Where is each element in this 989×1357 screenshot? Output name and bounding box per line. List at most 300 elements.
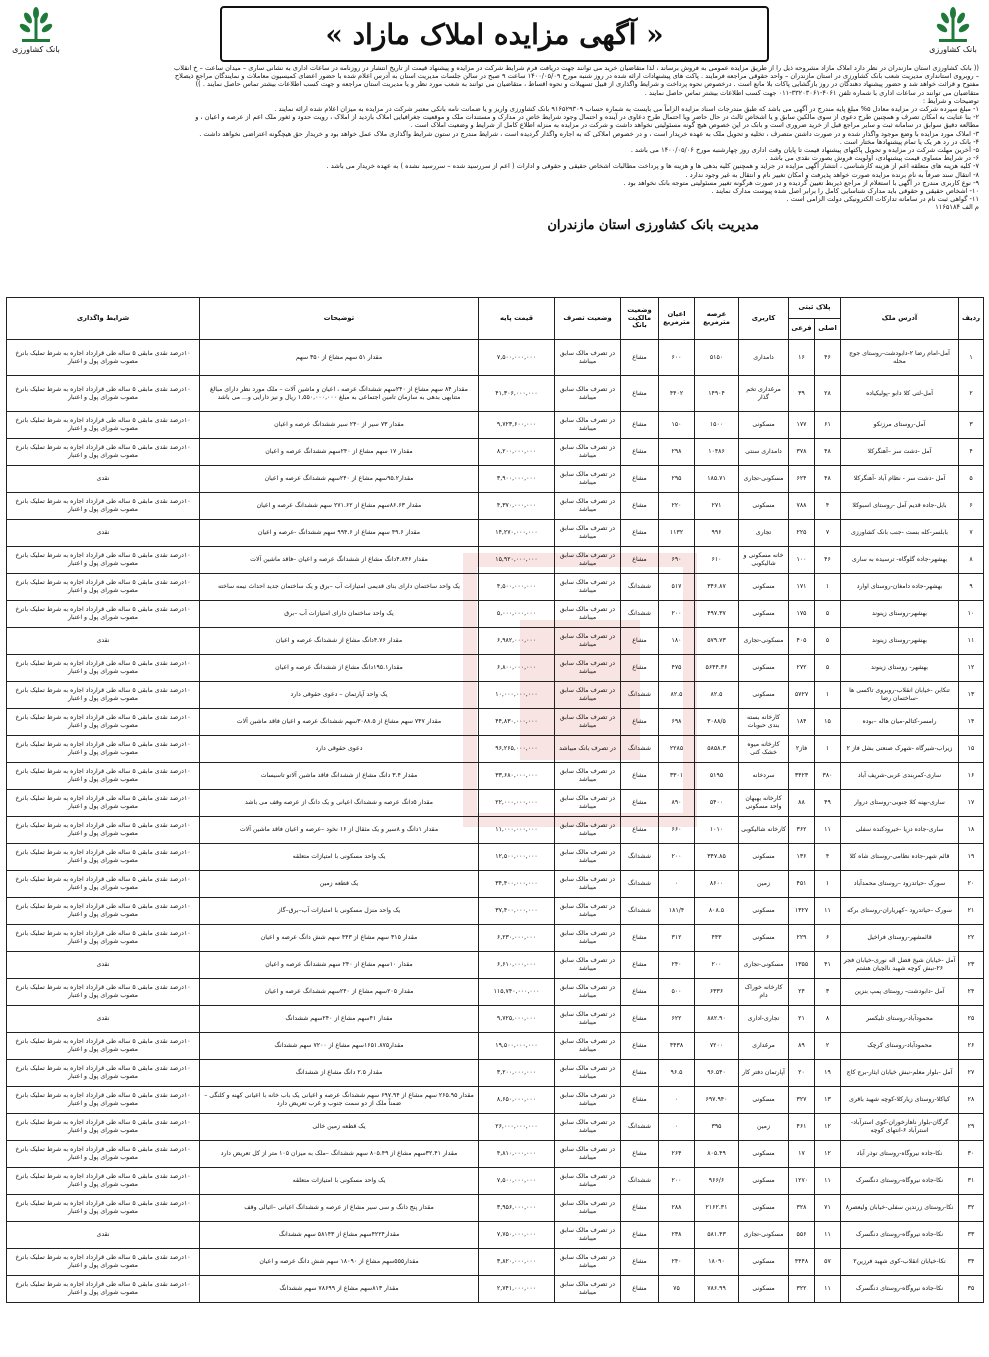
cell-area: ۸۸۲.۹۰ (695, 1006, 739, 1033)
cell-address: سورک -حیاتدرود –کهریاران-روستای برکه (841, 898, 959, 925)
cell-plaque-sub: ۲۴ (789, 979, 815, 1006)
cell-terms: ۱۰درصد نقدی مابقی ۵ ساله طی قرارداد اجاره به شرط تملیک بانرخ مصوب شورای پول و اعتبار (7, 736, 200, 763)
cell-area: ۶۳۳۶ (695, 979, 739, 1006)
cell-address: ساری-بهنه کلا جنوبی-روستای دروار (841, 790, 959, 817)
cell-address: رامسر-کتالم-میان هاله –بوده (841, 709, 959, 736)
cell-base-price: ۱۴,۲۷۰,۰۰۰,۰۰۰ (479, 520, 555, 547)
cell-base-price: ۸,۲۰۰,۰۰۰,۰۰۰ (479, 439, 555, 466)
cell-area: ۱۵۰۰ (695, 412, 739, 439)
cell-row-number: ۱۹ (959, 844, 984, 871)
cell-area: ۴۹۷.۳۷ (695, 601, 739, 628)
cell-plaque-main: ۱۱ (815, 898, 841, 925)
cell-plaque-sub: ۳۶۲ (789, 817, 815, 844)
cell-plaque-sub: ۳۲۸ (789, 1195, 815, 1222)
cell-base-price: ۱۹,۵۰۰,۰۰۰,۰۰۰ (479, 1033, 555, 1060)
cell-base-price: ۴۴,۸۳۰,۰۰۰,۰۰۰ (479, 709, 555, 736)
cell-base-price: ۶,۹۸۲,۰۰۰,۰۰۰ (479, 628, 555, 655)
notice-paragraph: ۲- بنا عنایت به امکان تصرف و همچنین طرح دعوی از سوی مالکین سابق و یا اشخاص ثالث در حال حاضر ویا احتمال طرح دعاوی در آینده و احتمال وجود شرایط خاص در مدارک و مستندات ملک و موقعیت جغرافیایی املاک بازدید از املاک ، رویت حدود و ثغور ملک اعم از عرصه و اعیان ، و (195, 113, 979, 122)
cell-building: ۲۸۸ (659, 1195, 695, 1222)
cell-base-price: ۱۰,۰۰۰,۰۰۰,۰۰۰ (479, 682, 555, 709)
cell-usage: دامداری (739, 340, 789, 376)
cell-plaque-sub: ۴۵۱ (789, 871, 815, 898)
cell-area: ۹۶۶/۶ (695, 1168, 739, 1195)
cell-building: ۴۴۳۸ (659, 1033, 695, 1060)
cell-plaque-main: ۷۱ (815, 1195, 841, 1222)
table-row (7, 1141, 984, 1168)
cell-area: ۶۱۰ (695, 547, 739, 574)
cell-base-price: ۷,۵۰۰,۰۰۰,۰۰۰ (479, 340, 555, 376)
cell-base-price: ۷,۵۰۰,۰۰۰,۰۰۰ (479, 1168, 555, 1195)
cell-usage: مسکونی (739, 844, 789, 871)
cell-plaque-sub: ۶۲۴ (789, 466, 815, 493)
cell-plaque-sub: ۱۸۴ (789, 709, 815, 736)
cell-occupancy: در تصرف مالک سابق میباشد (555, 1114, 621, 1141)
cell-area: ۴۴۳ (695, 925, 739, 952)
cell-plaque-main: ۴۶ (815, 547, 841, 574)
cell-area: ۵۸۵۸.۳ (695, 736, 739, 763)
cell-plaque-sub: ۲۰ (789, 1060, 815, 1087)
table-row (7, 466, 984, 493)
table-row (7, 574, 984, 601)
table-header (7, 298, 984, 340)
cell-building: ۲۴۰ (659, 1249, 695, 1276)
cell-address: آمل -دشت سر –آهنگرکلا (841, 439, 959, 466)
cell-building: ۲۹۵ (659, 466, 695, 493)
cell-usage: مرغداری تخم گذار (739, 376, 789, 412)
cell-plaque-main: ۴ (815, 493, 841, 520)
cell-area: ۶۹۷.۹۴۰ (695, 1087, 739, 1114)
cell-occupancy: در تصرف مالک سابق میباشد (555, 1060, 621, 1087)
cell-terms: ۱۰درصد نقدی مابقی ۵ ساله طی قرارداد اجاره به شرط تملیک بانرخ مصوب شورای پول و اعتبار (7, 601, 200, 628)
cell-description: مقدار۱۹۵.۱دانگ مشاع از ششدانگ عرصه و اعیان (200, 655, 479, 682)
cell-terms: ۱۰درصد نقدی مابقی ۵ ساله طی قرارداد اجاره به شرط تملیک بانرخ مصوب شورای پول و اعتبار (7, 1033, 200, 1060)
notice-paragraph: – روبروی استانداری مدیریت شعب بانک کشاورزی در استان مازندران – واحد حقوقی مراجعه فرمایند . پاکت های پیشنهادات ارائه شده در روز شنبه مورخ ۱۴۰۰/۰۵/۰۹ ساعت ۹ صبح در سالن جلسات مدیریت استان به آدرس اعلام شده با حضور اعضای کمیسیون معاملات و نمایندگان مراجع ذیصلاح (174, 72, 979, 81)
cell-plaque-sub: ۱۲۷۰ (789, 1168, 815, 1195)
cell-row-number: ۱۲ (959, 655, 984, 682)
cell-usage: دامداری سنتی (739, 439, 789, 466)
notice-paragraph: ۴- بانک در رد هر یک یا تمام پیشنهادها مختار است . (839, 137, 979, 146)
cell-plaque-sub: ۱۷۷ (789, 412, 815, 439)
cell-plaque-main: ۲ (815, 1033, 841, 1060)
cell-building: ۲۶۴ (659, 1141, 695, 1168)
cell-row-number: ۲۳ (959, 952, 984, 979)
cell-usage: مسکونی-تجاری (739, 628, 789, 655)
cell-row-number: ۷ (959, 520, 984, 547)
cell-row-number: ۳۳ (959, 1222, 984, 1249)
cell-terms: ۱۰درصد نقدی مابقی ۵ ساله طی قرارداد اجاره به شرط تملیک بانرخ مصوب شورای پول و اعتبار (7, 439, 200, 466)
cell-usage: مسکونی (739, 682, 789, 709)
cell-plaque-main: ۵ (815, 601, 841, 628)
notice-paragraph: (( بانک کشاورزی استان مازندران در نظر دارد املاک مازاد مشروحه ذیل را از طریق مزایده عمومی به فروش برساند ، لذا متقاضیان خرید می توانند جهت دریافت فرم شرایط شرکت در مزایده و پیشنهاد قیمت از تاریخ انتشار در روزنامه در ساعات اداری به نشانی ساری – میدان ساعت – خ انقلاب (174, 64, 979, 72)
cell-base-price: ۲۶,۰۰۰,۰۰۰,۰۰۰ (479, 1114, 555, 1141)
cell-address: نکا-جاده نیروگاه-روستای نوذر آباد (841, 1141, 959, 1168)
cell-occupancy: در تصرف مالک سابق میباشد (555, 601, 621, 628)
cell-row-number: ۱۷ (959, 790, 984, 817)
cell-row-number: ۸ (959, 547, 984, 574)
cell-base-price: ۲,۷۴۱,۰۰۰,۰۰۰ (479, 1276, 555, 1303)
cell-plaque-main: ۱ (815, 871, 841, 898)
table-row (7, 952, 984, 979)
cell-row-number: ۱۸ (959, 817, 984, 844)
cell-terms: ۱۰درصد نقدی مابقی ۵ ساله طی قرارداد اجاره به شرط تملیک بانرخ مصوب شورای پول و اعتبار (7, 871, 200, 898)
cell-address: سورک -حیاتدرود –روستای محمدآباد (841, 871, 959, 898)
cell-plaque-main: ۱ (815, 574, 841, 601)
cell-address: محمودآباد-روستای کرچک (841, 1033, 959, 1060)
cell-terms: ۱۰درصد نقدی مابقی ۵ ساله طی قرارداد اجاره به شرط تملیک بانرخ مصوب شورای پول و اعتبار (7, 1195, 200, 1222)
cell-building: ۰ (659, 1114, 695, 1141)
cell-occupancy: در تصرف مالک سابق میباشد (555, 1141, 621, 1168)
cell-occupancy: در تصرف مالک سابق میباشد (555, 1168, 621, 1195)
notice-paragraph: ۶- در شرایط مساوی قیمت پیشنهادی، اولویت فروش بصورت نقدی می باشد . (765, 154, 979, 163)
cell-base-price: ۳۳,۶۸۰,۰۰۰,۰۰۰ (479, 763, 555, 790)
cell-occupancy: در تصرف مالک سابق میباشد (555, 1087, 621, 1114)
cell-building: ۶۰۰ (659, 340, 695, 376)
cell-row-number: ۵ (959, 466, 984, 493)
cell-address: محمودآباد-روستای تلیکسر (841, 1006, 959, 1033)
col-usage: کاربری (739, 298, 789, 340)
cell-terms: نقدی (7, 520, 200, 547)
notice-paragraph: ۵- آخرین مهلت شرکت در مزایده و تحویل پاکتهای پیشنهاد قیمت تا پایان وقت اداری روز چهارشنبه مورخ ۱۴۰۰/۰۵/۰۶ می باشد . (630, 146, 979, 155)
cell-terms: ۱۰درصد نقدی مابقی ۵ ساله طی قرارداد اجاره به شرط تملیک بانرخ مصوب شورای پول و اعتبار (7, 682, 200, 709)
cell-usage: مسکونی-تجاری (739, 466, 789, 493)
cell-building: ۲۲۸۵ (659, 736, 695, 763)
col-area: عرصه مترمربع (695, 298, 739, 340)
cell-plaque-sub: ۴۰۵ (789, 628, 815, 655)
cell-row-number: ۲۲ (959, 925, 984, 952)
cell-address: نکا-خیابان انقلاب-کوی شهید فرزین۲ (841, 1249, 959, 1276)
cell-plaque-main: ۱۱ (815, 1168, 841, 1195)
cell-building: ۶۹۸ (659, 709, 695, 736)
cell-description: مقدار ۸۶.۶۳سهم مشاع از ۲۷۱.۶۲ سهم ششدانگ عرصه و اعیان (200, 493, 479, 520)
cell-plaque-main: ۱۹ (815, 1060, 841, 1087)
cell-occupancy: در تصرف مالک سابق میباشد (555, 682, 621, 709)
cell-address: قائم شهر-جاده نظامی-روستای شاه کلا (841, 844, 959, 871)
cell-row-number: ۱۰ (959, 601, 984, 628)
cell-plaque-main: ۵۷ (815, 1249, 841, 1276)
cell-ownership: مشاع (621, 979, 659, 1006)
col-price: قیمت پایه (479, 298, 555, 340)
cell-ownership: ششدانگ (621, 574, 659, 601)
cell-terms: ۱۰درصد نقدی مابقی ۵ ساله طی قرارداد اجاره به شرط تملیک بانرخ مصوب شورای پول و اعتبار (7, 790, 200, 817)
issuer-signature: مدیریت بانک کشاورزی استان مازندران (547, 217, 759, 233)
cell-row-number: ۲۴ (959, 979, 984, 1006)
notice-header (0, 0, 989, 64)
cell-building: ۳۳۰۱ (659, 763, 695, 790)
cell-plaque-main: ۱۳ (815, 1087, 841, 1114)
notice-paragraph: ۸- انتقال سند صرفاً به نام برنده مزایده صورت خواهد پذیرفت و امکان تغییر نام و انتقال به غیر وجود ندارد . (685, 170, 979, 179)
cell-address: بهشهر-جاده دامغان-روستای اوارد (841, 574, 959, 601)
cell-ownership: مشاع (621, 952, 659, 979)
cell-area: ۸۲.۵ (695, 682, 739, 709)
cell-base-price: ۶,۲۳۰,۰۰۰,۰۰۰ (479, 925, 555, 952)
cell-description: مقدار ۲۶۵.۹۵ سهم مشاع از ۶۹۷.۹۴ سهم ششدانگ عرصه و اعیانی یک باب خانه با اعیانی کهنه و کلنگی –ضمناً ملک از دو سمت جنوب و غرب تعریض دارد (200, 1087, 479, 1114)
cell-terms: نقدی (7, 1222, 200, 1249)
cell-address: بهشهر-جاده گلوگاه- ترسیده به ساری (841, 547, 959, 574)
cell-description: مقدار ۸۴ سهم مشاع از ۲۴۰سهم ششدانگ عرصه ، اعیان و ماشین آلات – ملک مورد نظر دارای مبالغ متنابهی بدهی به سازمان تامین اجتماعی به مبلغ ۱,۵۵۰,۰۰۰,۰۰۰ ریال و نیز دارایی و... می باشد (200, 376, 479, 412)
cell-usage: کارخانه خوراک دام (739, 979, 789, 1006)
cell-plaque-sub: ۱۳۵۵ (789, 952, 815, 979)
cell-terms: ۱۰درصد نقدی مابقی ۵ ساله طی قرارداد اجاره به شرط تملیک بانرخ مصوب شورای پول و اعتبار (7, 1114, 200, 1141)
cell-building: ۶۹۰ (659, 547, 695, 574)
cell-description: مقدار۹۵.۲سهم مشاع از ۲۴۰سهم ششدانگ عرصه و اعیان (200, 466, 479, 493)
cell-address: بابلسر-کله بست -جنب بانک کشاورزی (841, 520, 959, 547)
cell-usage: مسکونی (739, 898, 789, 925)
cell-address: آمل -خیابان شیخ فضل اله نوری-خیابان فجر ۲۶-نبش کوچه شهید نالچیان هشتم (841, 952, 959, 979)
cell-description: مقدار ۷۳ سیر از ۲۴۰ سیر ششدانگ عرصه و اعیان (200, 412, 479, 439)
cell-terms: ۱۰درصد نقدی مابقی ۵ ساله طی قرارداد اجاره به شرط تملیک بانرخ مصوب شورای پول و اعتبار (7, 1276, 200, 1303)
cell-occupancy: در تصرف مالک سابق میباشد (555, 844, 621, 871)
cell-plaque-main: ۱۱ (815, 1222, 841, 1249)
cell-plaque-sub: ۸۹ (789, 1033, 815, 1060)
cell-plaque-sub: ۵۵۶ (789, 1222, 815, 1249)
cell-plaque-main: ۱۲ (815, 1114, 841, 1141)
cell-building: ۴۴۰۲ (659, 376, 695, 412)
cell-area: ۱۴۹۰۴ (695, 376, 739, 412)
cell-base-price: ۹,۷۲۳,۶۰۰,۰۰۰ (479, 412, 555, 439)
cell-plaque-main: ۱۲ (815, 1141, 841, 1168)
cell-description: مقدار ۸۱۳سهم مشاع از ۷۸۶۹۹ سهم ششدانگ (200, 1276, 479, 1303)
cell-ownership: ششدانگ (621, 871, 659, 898)
cell-plaque-sub: ۳۷۸ (789, 439, 815, 466)
cell-building: ۴۷۵ (659, 655, 695, 682)
cell-building: ۱۸۱/۴ (659, 898, 695, 925)
cell-ownership: ششدانگ (621, 601, 659, 628)
notice-paragraph: متقاضیان می توانند در ساعات اداری با شماره تلفن ۴۰۶۱-۳۳۲۰۳۰۶۱-۰۱۱ جهت کسب اطلاعات بیشتر تماس حاصل نمایند . (644, 88, 979, 97)
cell-area: ۵۱۵۰ (695, 340, 739, 376)
cell-plaque-sub: ۱۳۶ (789, 844, 815, 871)
cell-ownership: مشاع (621, 709, 659, 736)
cell-plaque-main: ۴۹ (815, 790, 841, 817)
cell-area: ۵۶۴۴.۳۶ (695, 655, 739, 682)
cell-description: مقدار ۲۰۵سهم مشاع از ۲۴۰سهم ششدانگ عرصه و اعیان (200, 979, 479, 1006)
cell-address: بهشهر-روستای زینوند (841, 628, 959, 655)
cell-occupancy: در تصرف مالک سابق میباشد (555, 574, 621, 601)
cell-building: ۲۰۰ (659, 1168, 695, 1195)
cell-usage: مسکونی (739, 574, 789, 601)
cell-base-price: ۳,۸۲۰,۰۰۰,۰۰۰ (479, 1249, 555, 1276)
table-row (7, 493, 984, 520)
cell-area: ۸۶۰۰ (695, 871, 739, 898)
cell-base-price: ۶,۸۰۰,۰۰۰,۰۰۰ (479, 655, 555, 682)
cell-plaque-main: ۱۵ (815, 709, 841, 736)
cell-occupancy: در تصرف مالک سابق میباشد (555, 790, 621, 817)
cell-plaque-main: ۵ (815, 655, 841, 682)
cell-area: ۹۶.۵۴۰ (695, 1060, 739, 1087)
cell-occupancy: در تصرف مالک سابق میباشد (555, 628, 621, 655)
cell-terms: ۱۰درصد نقدی مابقی ۵ ساله طی قرارداد اجاره به شرط تملیک بانرخ مصوب شورای پول و اعتبار (7, 340, 200, 376)
cell-terms: ۱۰درصد نقدی مابقی ۵ ساله طی قرارداد اجاره به شرط تملیک بانرخ مصوب شورای پول و اعتبار (7, 1249, 200, 1276)
cell-row-number: ۳۵ (959, 1276, 984, 1303)
table-row (7, 898, 984, 925)
cell-address: بهشهر-روستای زینوند (841, 601, 959, 628)
cell-address: قائمشهر-روستای فراخیل (841, 925, 959, 952)
cell-description: یک قطعه زمین خالی (200, 1114, 479, 1141)
cell-row-number: ۲ (959, 376, 984, 412)
cell-plaque-main: ۱ (815, 682, 841, 709)
cell-terms: ۱۰درصد نقدی مابقی ۵ ساله طی قرارداد اجاره به شرط تملیک بانرخ مصوب شورای پول و اعتبار (7, 547, 200, 574)
cell-description: یک قطعه زمین (200, 871, 479, 898)
cell-building: ۱۸۰ (659, 628, 695, 655)
table-row (7, 520, 984, 547)
col-terms: شرایط واگذاری (7, 298, 200, 340)
cell-ownership: مشاع (621, 655, 659, 682)
cell-plaque-sub: ۳۲۲ (789, 1276, 815, 1303)
cell-row-number: ۲۹ (959, 1114, 984, 1141)
table-row (7, 709, 984, 736)
cell-terms: ۱۰درصد نقدی مابقی ۵ ساله طی قرارداد اجاره به شرط تملیک بانرخ مصوب شورای پول و اعتبار (7, 412, 200, 439)
cell-usage: کارخانه شالیکوبی (739, 817, 789, 844)
cell-row-number: ۲۸ (959, 1087, 984, 1114)
col-building: اعیان مترمربع (659, 298, 695, 340)
bank-logo-right (925, 6, 981, 54)
cell-address: نکا-روستای زرندین سفلی-خیابان ولیعصر۸ (841, 1195, 959, 1222)
table-row (7, 1114, 984, 1141)
cell-plaque-sub: ۲۲۹ (789, 925, 815, 952)
cell-description: یک واحد منزل مسکونی با امتیازات آب–برق–گاز (200, 898, 479, 925)
cell-row-number: ۳ (959, 412, 984, 439)
cell-plaque-main: ۴۱ (815, 952, 841, 979)
logo-caption: بانک کشاورزی (12, 45, 60, 54)
cell-description: مقدار ۳۲.۴۱سهم مشاع از ۸۰۵.۴۹ سهم ششدانگ –ملک به میزان ۱۰۵ متر از کل تعریض دارد (200, 1141, 479, 1168)
cell-occupancy: در تصرف مالک سابق میباشد (555, 1033, 621, 1060)
cell-area: ۳۴۶.۸۷ (695, 574, 739, 601)
bank-logo-left (8, 6, 64, 54)
table-row (7, 1195, 984, 1222)
cell-address: کیاکلا-روستای زیارکلا-کوچه شهید باقری (841, 1087, 959, 1114)
table-row (7, 1249, 984, 1276)
cell-base-price: ۵,۰۰۰,۰۰۰,۰۰۰ (479, 601, 555, 628)
cell-plaque-sub: فاز۲ (789, 736, 815, 763)
cell-description: مقدار ۴۹.۶ سهم مشاع از ۹۹۴.۶ سهم ششدانگ -عرصه و اعیان (200, 520, 479, 547)
cell-description: یک واحد ساختمان دارای امتیازات آب –برق (200, 601, 479, 628)
table-row (7, 925, 984, 952)
cell-usage: زمین (739, 1114, 789, 1141)
cell-row-number: ۶ (959, 493, 984, 520)
cell-building: ۵۱۷ (659, 574, 695, 601)
cell-plaque-main: ۱۱ (815, 817, 841, 844)
table-row (7, 601, 984, 628)
cell-area: ۲۷۱ (695, 493, 739, 520)
cell-ownership: مشاع (621, 1141, 659, 1168)
table-row (7, 682, 984, 709)
cell-description: مقدار۵۵۵سهم مشاع از ۱۸۰۹۰ سهم شش دانگ عرصه و اعیان (200, 1249, 479, 1276)
cell-usage: کارخانه بهبهان واحد مسکونی (739, 790, 789, 817)
table-row (7, 412, 984, 439)
cell-terms: ۱۰درصد نقدی مابقی ۵ ساله طی قرارداد اجاره به شرط تملیک بانرخ مصوب شورای پول و اعتبار (7, 655, 200, 682)
table-row (7, 1033, 984, 1060)
cell-usage: مسکونی (739, 493, 789, 520)
properties-table (6, 297, 984, 1303)
cell-base-price: ۸,۶۵۰,۰۰۰,۰۰۰ (479, 1087, 555, 1114)
cell-plaque-sub: ۱۷۱ (789, 574, 815, 601)
cell-ownership: مشاع (621, 1276, 659, 1303)
cell-row-number: ۳۰ (959, 1141, 984, 1168)
cell-base-price: ۴,۳۷۰,۰۰۰,۰۰۰ (479, 493, 555, 520)
table-row (7, 376, 984, 412)
cell-ownership: ششدانگ (621, 736, 659, 763)
table-row (7, 790, 984, 817)
cell-base-price: ۲۲,۰۰۰,۰۰۰,۰۰۰ (479, 790, 555, 817)
cell-ownership: مشاع (621, 1060, 659, 1087)
cell-plaque-sub: ۱۶ (789, 340, 815, 376)
cell-area: ۱۸۰۹۰ (695, 1249, 739, 1276)
cell-ownership: مشاع (621, 412, 659, 439)
logo-caption: بانک کشاورزی (929, 45, 977, 54)
cell-usage: مسکونی (739, 1195, 789, 1222)
cell-base-price: ۳,۲۰۰,۰۰۰,۰۰۰ (479, 1060, 555, 1087)
cell-occupancy: در تصرف بانک میباشد (555, 736, 621, 763)
cell-row-number: ۴ (959, 439, 984, 466)
col-occupancy: وضعیت تصرف (555, 298, 621, 340)
cell-terms: ۱۰درصد نقدی مابقی ۵ ساله طی قرارداد اجاره به شرط تملیک بانرخ مصوب شورای پول و اعتبار (7, 817, 200, 844)
notice-paragraph: مطالعه دقیق سوابق در سامانه ثبت و سایر مراجع قبل از خرید ضروری است و بانک در این خصوص هیچ گونه مسئولیتی نخواهد داشت و شرکت در مزایده به منزله اطلاع کامل از شرایط و وضعیت املاک است . (410, 121, 979, 130)
cell-plaque-sub: ۲۷۲ (789, 655, 815, 682)
cell-plaque-main: ۳ (815, 979, 841, 1006)
cell-address: تنکابن -خیابان انقلاب-روبروی تاکسی ها -ساختمان رضا (841, 682, 959, 709)
cell-plaque-main: ۲۸ (815, 376, 841, 412)
table-row (7, 628, 984, 655)
notice-title-box (220, 6, 769, 62)
cell-occupancy: در تصرف مالک سابق میباشد (555, 898, 621, 925)
cell-row-number: ۲۵ (959, 1006, 984, 1033)
cell-description: مقدار ۳۱۵ سهم مشاع از ۴۴۳ سهم شش دانگ عرصه و اعیان (200, 925, 479, 952)
cell-base-price: ۱۱,۰۰۰,۰۰۰,۰۰۰ (479, 817, 555, 844)
cell-address: آمل-روستای مرزنکو (841, 412, 959, 439)
cell-base-price: ۶,۶۱۰,۰۰۰,۰۰۰ (479, 952, 555, 979)
cell-usage: مسکونی-تجاری (739, 952, 789, 979)
col-plaque: پلاک ثبتی (789, 298, 841, 319)
cell-terms: ۱۰درصد نقدی مابقی ۵ ساله طی قرارداد اجاره به شرط تملیک بانرخ مصوب شورای پول و اعتبار (7, 844, 200, 871)
cell-plaque-main: ۴ (815, 844, 841, 871)
cell-ownership: مشاع (621, 817, 659, 844)
cell-plaque-main: ۵ (815, 628, 841, 655)
cell-building: ۸۲.۵ (659, 682, 695, 709)
cell-area: ۵۴۰۰ (695, 790, 739, 817)
cell-occupancy: در تصرف مالک سابق میباشد (555, 412, 621, 439)
cell-row-number: ۱ (959, 340, 984, 376)
cell-terms: ۱۰درصد نقدی مابقی ۵ ساله طی قرارداد اجاره به شرط تملیک بانرخ مصوب شورای پول و اعتبار (7, 898, 200, 925)
cell-base-price: ۳,۹۵۶,۰۰۰,۰۰۰ (479, 1195, 555, 1222)
cell-base-price: ۴,۵۰۰,۰۰۰,۰۰۰ (479, 574, 555, 601)
cell-occupancy: در تصرف مالک سابق میباشد (555, 871, 621, 898)
cell-base-price: ۹,۷۲۵,۰۰۰,۰۰۰ (479, 1006, 555, 1033)
cell-ownership: مشاع (621, 925, 659, 952)
cell-ownership: مشاع (621, 763, 659, 790)
table-row (7, 340, 984, 376)
cell-address: ساری-جاده دریا -خیرودکنده سفلی (841, 817, 959, 844)
cell-plaque-sub: ۲۱ (789, 1006, 815, 1033)
table-row (7, 1006, 984, 1033)
cell-base-price: ۹۶,۲۶۵,۰۰۰,۰۰۰ (479, 736, 555, 763)
cell-plaque-sub: ۳۴۲۳ (789, 763, 815, 790)
cell-plaque-main: ۴۸ (815, 439, 841, 466)
cell-address: گرگان-بلوار ناهارخوران-کوی استرآباد-استرآباد ۶-انتهای کوچه (841, 1114, 959, 1141)
cell-base-price: ۱۱۵,۷۴۰,۰۰۰,۰۰۰ (479, 979, 555, 1006)
wheat-logo-icon (933, 6, 973, 44)
cell-address: نکا-جاده نیروگاه-روستای دنگسرک (841, 1276, 959, 1303)
cell-plaque-sub: ۴۶۱ (789, 1114, 815, 1141)
cell-row-number: ۱۶ (959, 763, 984, 790)
cell-plaque-sub: ۷۸۸ (789, 493, 815, 520)
cell-building: ۰ (659, 871, 695, 898)
cell-base-price: ۱۲,۵۰۰,۰۰۰,۰۰۰ (479, 844, 555, 871)
cell-usage: زمین (739, 871, 789, 898)
table-row (7, 655, 984, 682)
cell-plaque-main: ۷ (815, 520, 841, 547)
cell-ownership: ششدانگ (621, 682, 659, 709)
cell-address: زیراب-شیرگاه -شهرک صنعتی بشل فاز ۲ (841, 736, 959, 763)
cell-ownership: مشاع (621, 1249, 659, 1276)
